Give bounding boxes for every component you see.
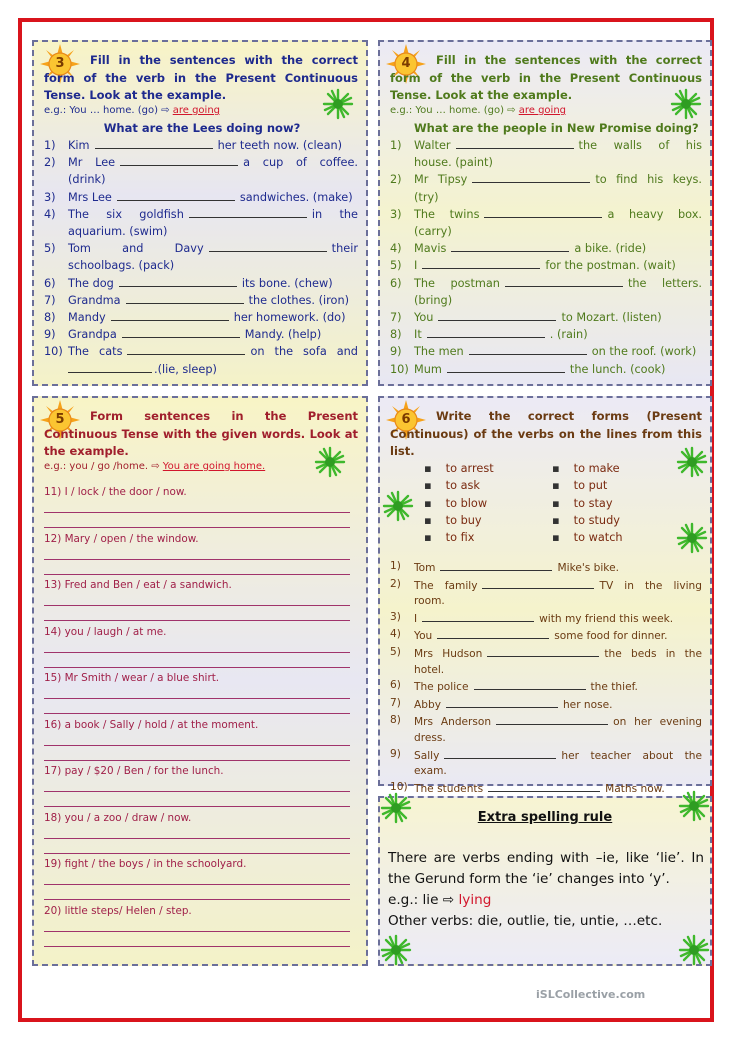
item-subject: Tom: [414, 562, 436, 574]
verb-option: ▪ to put: [552, 477, 623, 494]
prompt-words: 13) Fred and Ben / eat / a sandwich.: [44, 579, 232, 591]
item-subject: The twins: [414, 207, 480, 221]
item-number: 6): [44, 276, 56, 290]
answer-blank[interactable]: [68, 361, 152, 373]
item-number: 9): [390, 747, 401, 760]
list-item: [44, 189, 358, 206]
list-item: [390, 343, 702, 360]
list-item: [390, 206, 702, 240]
prompt-words: 17) pay / $20 / Ben / for the lunch.: [44, 765, 224, 777]
answer-blank[interactable]: [484, 206, 602, 218]
list-item: [44, 309, 358, 326]
item-subject: Grandpa: [68, 328, 117, 342]
item-number: 7): [44, 293, 56, 307]
answer-line[interactable]: [44, 699, 350, 714]
item-subject: The men: [414, 345, 464, 359]
item-number: 5): [390, 645, 401, 658]
exercise-6-list: [390, 559, 702, 797]
answer-blank[interactable]: [120, 154, 238, 166]
item-number: 8): [390, 328, 402, 342]
item-subject: You: [414, 311, 434, 325]
item-rest: for the postman. (wait): [545, 259, 676, 273]
answer-blank[interactable]: [444, 747, 556, 759]
item-text: [68, 206, 358, 240]
list-item: [44, 154, 358, 188]
list-item: [390, 309, 702, 326]
item-number: 10): [390, 780, 408, 793]
list-item: [44, 326, 358, 343]
item-number: 2): [390, 173, 402, 187]
item-text: [414, 343, 702, 360]
item-number: 8): [44, 311, 56, 325]
item-rest: on her evening dress.: [414, 716, 703, 744]
list-item: [390, 713, 702, 746]
item-text: [414, 275, 702, 309]
item-text: [414, 559, 702, 577]
answer-line[interactable]: [44, 932, 350, 947]
list-item: [390, 645, 702, 678]
item-rest: the letters. (bring): [414, 276, 702, 307]
item-number: 3): [44, 190, 56, 204]
exercise-5-panel: [32, 396, 368, 966]
star-icon: [676, 446, 708, 478]
exercise-3-list: [44, 137, 358, 378]
verb-option: ▪ to arrest: [424, 460, 494, 477]
verb-option: ▪ to make: [552, 460, 623, 477]
answer-line[interactable]: [44, 513, 350, 528]
answer-line[interactable]: [44, 746, 350, 761]
answer-blank[interactable]: [189, 206, 307, 218]
answer-blank[interactable]: [456, 137, 574, 149]
item-text: [68, 189, 358, 206]
answer-line[interactable]: [44, 653, 350, 668]
item-rest: sandwiches. (make): [239, 190, 353, 204]
answer-blank[interactable]: [117, 189, 235, 201]
answer-blank[interactable]: [451, 240, 569, 252]
item-rest: the clothes. (iron): [248, 293, 350, 307]
prompt-words: 19) fight / the boys / in the schoolyard.: [44, 858, 247, 870]
answer-blank[interactable]: [209, 240, 327, 252]
item-rest: Mandy. (help): [244, 328, 322, 342]
answer-blank[interactable]: [440, 559, 552, 571]
item-rest: a cup of coffee. (drink): [68, 156, 358, 187]
answer-blank[interactable]: [487, 645, 599, 657]
item-rest: Mike's bike.: [557, 562, 619, 574]
extra-rule-example: e.g.: lie ⇨ lying: [388, 892, 492, 908]
item-number: 4): [390, 242, 402, 256]
list-item: [390, 610, 702, 628]
item-text: [68, 154, 358, 188]
item-text: [414, 257, 702, 274]
item-rest: the lunch. (cook): [569, 362, 666, 376]
item-subject: Mum: [414, 362, 442, 376]
exercise-number: 5: [55, 412, 65, 427]
exercise-number: 3: [55, 56, 65, 71]
watermark-logo: iSLCollective.com: [536, 988, 646, 1001]
list-item: [44, 765, 350, 807]
item-text: [68, 326, 358, 343]
list-item: [390, 678, 702, 696]
item-text: [68, 137, 358, 154]
star-icon: [314, 446, 346, 478]
item-subject: Walter: [414, 139, 451, 152]
answer-line[interactable]: [44, 839, 350, 854]
item-subject: The dog: [68, 276, 114, 290]
list-item: [44, 240, 358, 274]
answer-blank[interactable]: [427, 326, 545, 338]
item-number: 9): [44, 328, 56, 342]
item-text: [414, 627, 702, 645]
item-subject: Mr Lee: [68, 156, 116, 170]
item-rest: her teeth now. (clean): [217, 139, 343, 152]
item-subject: Tom and Davy: [68, 242, 204, 256]
item-text: [68, 292, 358, 309]
item-rest: on the roof. (work): [591, 345, 697, 359]
item-subject: Kim: [68, 139, 90, 152]
answer-blank[interactable]: [119, 275, 237, 287]
exercise-4-instruction: Fill in the sentences with the correct form of the verb in the Present Continuous Tense. Look at the example.: [390, 53, 702, 102]
list-item: [390, 559, 702, 577]
verb-option: ▪ to ask: [424, 477, 494, 494]
item-number: 2): [390, 577, 401, 590]
item-rest: her teacher about the exam.: [414, 749, 702, 778]
verb-option: ▪ to watch: [552, 529, 623, 546]
prompt-words: 12) Mary / open / the window.: [44, 532, 199, 545]
item-subject: Mandy: [68, 311, 106, 325]
item-subject: Sally: [414, 749, 440, 762]
answer-line[interactable]: [44, 885, 350, 900]
list-item: [44, 626, 350, 668]
prompt-words: 20) little steps/ Helen / step.: [44, 904, 192, 917]
answer-line[interactable]: [44, 606, 350, 621]
list-item: [44, 719, 350, 761]
exercise-4-list: [390, 137, 702, 378]
item-subject: The cats: [68, 345, 123, 359]
answer-line[interactable]: [44, 545, 350, 560]
item-number: 10): [44, 345, 63, 359]
item-subject: The six goldfish: [68, 207, 184, 221]
prompt-words: 15) Mr Smith / wear / a blue shirt.: [44, 672, 220, 684]
verb-option: ▪ to stay: [552, 495, 623, 512]
item-rest: some food for dinner.: [554, 630, 668, 643]
item-rest: TV in the living room.: [414, 579, 702, 608]
exercise-3-panel: [32, 40, 368, 386]
item-number: 5): [390, 259, 402, 273]
list-item: [44, 579, 350, 621]
answer-blank[interactable]: [488, 780, 600, 792]
item-subject: It: [414, 328, 422, 342]
item-rest: Maths now.: [605, 782, 665, 795]
item-subject: Grandma: [68, 293, 121, 307]
exercise-5-instruction: Form sentences in the Present Continuous Tense with the given words. Look at the example.: [44, 409, 358, 458]
item-number: 7): [390, 311, 402, 325]
item-number: 8): [390, 714, 401, 727]
item-text: [414, 610, 702, 628]
list-item: [44, 206, 358, 240]
item-text: [68, 343, 358, 377]
list-item: [44, 672, 350, 714]
item-rest: a bike. (ride): [574, 242, 647, 256]
item-rest: a heavy box. (carry): [414, 207, 702, 239]
verb-option: ▪ to study: [552, 512, 623, 529]
prompt-words: 14) you / laugh / at me.: [44, 625, 167, 638]
item-number: 1): [390, 560, 401, 572]
star-icon: [382, 490, 414, 522]
verb-list-left: [424, 460, 494, 546]
answer-blank[interactable]: [95, 137, 213, 149]
item-rest: to Mozart. (listen): [561, 311, 662, 325]
exercise-4-example: e.g.: You … home. (go) ⇨ are going: [390, 105, 566, 116]
item-text: [68, 275, 358, 292]
star-icon: [676, 522, 708, 554]
item-text: [414, 206, 702, 240]
list-item: [44, 905, 350, 947]
item-text: [414, 309, 702, 326]
answer-blank[interactable]: [496, 713, 608, 725]
answer-line[interactable]: [44, 731, 350, 746]
answer-blank[interactable]: [422, 610, 534, 622]
item-text: [414, 678, 702, 696]
item-subject: You: [414, 630, 433, 643]
list-item: [390, 577, 702, 610]
item-text: [414, 747, 702, 780]
answer-blank[interactable]: [482, 577, 594, 589]
list-item: [390, 257, 702, 274]
prompt-words: 16) a book / Sally / hold / at the moment.: [44, 718, 259, 731]
verb-option: ▪ to buy: [424, 512, 494, 529]
answer-blank[interactable]: [127, 343, 245, 355]
item-text: [414, 577, 702, 610]
answer-blank[interactable]: [446, 696, 558, 708]
exercise-3-example: e.g.: You … home. (go) ⇨ are going: [44, 105, 220, 116]
list-item: [44, 858, 350, 900]
item-text: [68, 240, 358, 274]
item-rest: to find his keys. (try): [414, 173, 702, 204]
verb-list-right: [552, 460, 623, 546]
item-number: 3): [390, 207, 402, 221]
item-subject: Mrs Hudson: [414, 647, 483, 660]
verb-option: ▪ to blow: [424, 495, 494, 512]
exercise-number: 6: [401, 412, 411, 427]
star-icon: [678, 934, 710, 966]
list-item: [390, 780, 702, 798]
item-subject: Mavis: [414, 242, 447, 256]
answer-line[interactable]: [44, 591, 350, 606]
answer-line[interactable]: [44, 560, 350, 575]
extra-rule-panel: [378, 796, 712, 966]
list-item: [390, 747, 702, 780]
item-rest: . (rain): [549, 328, 588, 342]
answer-line[interactable]: [44, 777, 350, 792]
item-subject: The family: [414, 579, 478, 592]
item-rest: with my friend this week.: [539, 612, 674, 625]
prompt-words: 18) you / a zoo / draw / now.: [44, 811, 192, 824]
item-subject: The students: [414, 782, 484, 795]
item-rest: its bone. (chew): [241, 276, 333, 290]
list-item: [44, 137, 358, 154]
exercise-6-instruction: Write the correct forms (Present Continuous) of the verbs on the lines from this list.: [390, 409, 702, 458]
answer-line[interactable]: [44, 917, 350, 932]
answer-blank[interactable]: [438, 309, 556, 321]
list-item: [44, 812, 350, 854]
exercise-5-example: e.g.: you / go /home. ⇨ You are going home.: [44, 461, 266, 472]
item-rest: on the sofa and: [250, 345, 358, 359]
prompt-words: 11) I / lock / the door / now.: [44, 486, 187, 498]
item-rest: the thief.: [590, 681, 638, 694]
item-number: 6): [390, 276, 402, 290]
item-number: 2): [44, 156, 56, 170]
item-rest: the beds in the hotel.: [414, 647, 702, 676]
item-subject: I: [414, 259, 418, 273]
exercise-4-panel: [378, 40, 712, 386]
item-number: 6): [390, 679, 401, 692]
answer-blank[interactable]: [447, 361, 565, 373]
answer-blank[interactable]: [505, 275, 623, 287]
list-item: [390, 137, 702, 171]
list-item: [390, 361, 702, 378]
list-item: [390, 171, 702, 205]
item-subject: Mrs Lee: [68, 190, 112, 204]
item-number: 9): [390, 345, 402, 359]
item-subject: Mrs Anderson: [414, 716, 492, 729]
list-item: [390, 627, 702, 645]
answer-blank[interactable]: [111, 309, 229, 321]
star-icon: [322, 88, 354, 120]
item-subject: Abby: [414, 698, 441, 711]
list-item: [390, 326, 702, 343]
star-icon: [380, 934, 412, 966]
answer-blank[interactable]: [469, 343, 587, 355]
item-text: [414, 780, 702, 798]
extra-rule-title: Extra spelling rule: [477, 810, 613, 825]
item-text: [414, 326, 702, 343]
answer-blank[interactable]: [126, 292, 244, 304]
item-subject: The police: [414, 681, 469, 694]
item-number: 1): [44, 139, 56, 152]
item-rest: her homework. (do): [233, 311, 346, 325]
answer-line[interactable]: [44, 638, 350, 653]
answer-line[interactable]: [44, 792, 350, 807]
item-rest: the walls of his house. (paint): [414, 139, 702, 170]
exercise-number: 4: [401, 56, 411, 71]
star-icon: [670, 88, 702, 120]
list-item: [44, 343, 358, 377]
item-rest: their schoolbags. (pack): [68, 242, 358, 273]
list-item: [390, 240, 702, 257]
answer-blank[interactable]: [437, 627, 549, 639]
exercise-4-subtitle: What are the people in New Promise doing?: [414, 121, 699, 135]
answer-line[interactable]: [44, 870, 350, 885]
extra-rule-line1: There are verbs ending with –ie, like ‘lie’. In the Gerund form the ‘ie’ changes into ‘y’.: [388, 850, 704, 887]
item-subject: I: [414, 612, 418, 625]
item-text: [414, 713, 702, 746]
answer-blank[interactable]: [474, 678, 586, 690]
answer-line[interactable]: [44, 498, 350, 513]
answer-line[interactable]: [44, 824, 350, 839]
item-number: 1): [390, 139, 402, 152]
list-item: [390, 275, 702, 309]
list-item: [390, 696, 702, 714]
exercise-6-panel: [378, 396, 712, 795]
list-item: [44, 275, 358, 292]
answer-blank[interactable]: [472, 171, 590, 183]
verb-option: ▪ to fix: [424, 529, 494, 546]
item-number: 7): [390, 696, 401, 709]
item-text: [414, 361, 702, 378]
list-item: [44, 533, 350, 575]
exercise-3-instruction: Fill in the sentences with the correct form of the verb in the Present Continuous Tense. Look at the example.: [44, 53, 358, 102]
item-text: [414, 696, 702, 714]
item-number: 10): [390, 362, 409, 376]
item-text: [414, 240, 702, 257]
item-number: 4): [44, 207, 56, 221]
item-rest: in the aquarium. (swim): [68, 207, 358, 239]
extra-rule-line3: Other verbs: die, outlie, tie, untie, …etc.: [388, 913, 663, 929]
item-number: 4): [390, 628, 401, 641]
item-text: [414, 645, 702, 678]
item-rest: her nose.: [562, 698, 613, 711]
item-number: 3): [390, 610, 401, 623]
answer-blank[interactable]: [422, 257, 540, 269]
answer-line[interactable]: [44, 684, 350, 699]
item-text: [414, 171, 702, 205]
list-item: [44, 292, 358, 309]
list-item: [44, 486, 350, 528]
item-subject: The postman: [414, 276, 500, 290]
exercise-3-subtitle: What are the Lees doing now?: [103, 121, 301, 135]
answer-blank[interactable]: [122, 326, 240, 338]
item-rest: .(lie, sleep): [154, 362, 217, 376]
item-text: [414, 137, 702, 171]
item-number: 5): [44, 242, 56, 256]
item-text: [68, 309, 358, 326]
item-subject: Mr Tipsy: [414, 173, 468, 187]
